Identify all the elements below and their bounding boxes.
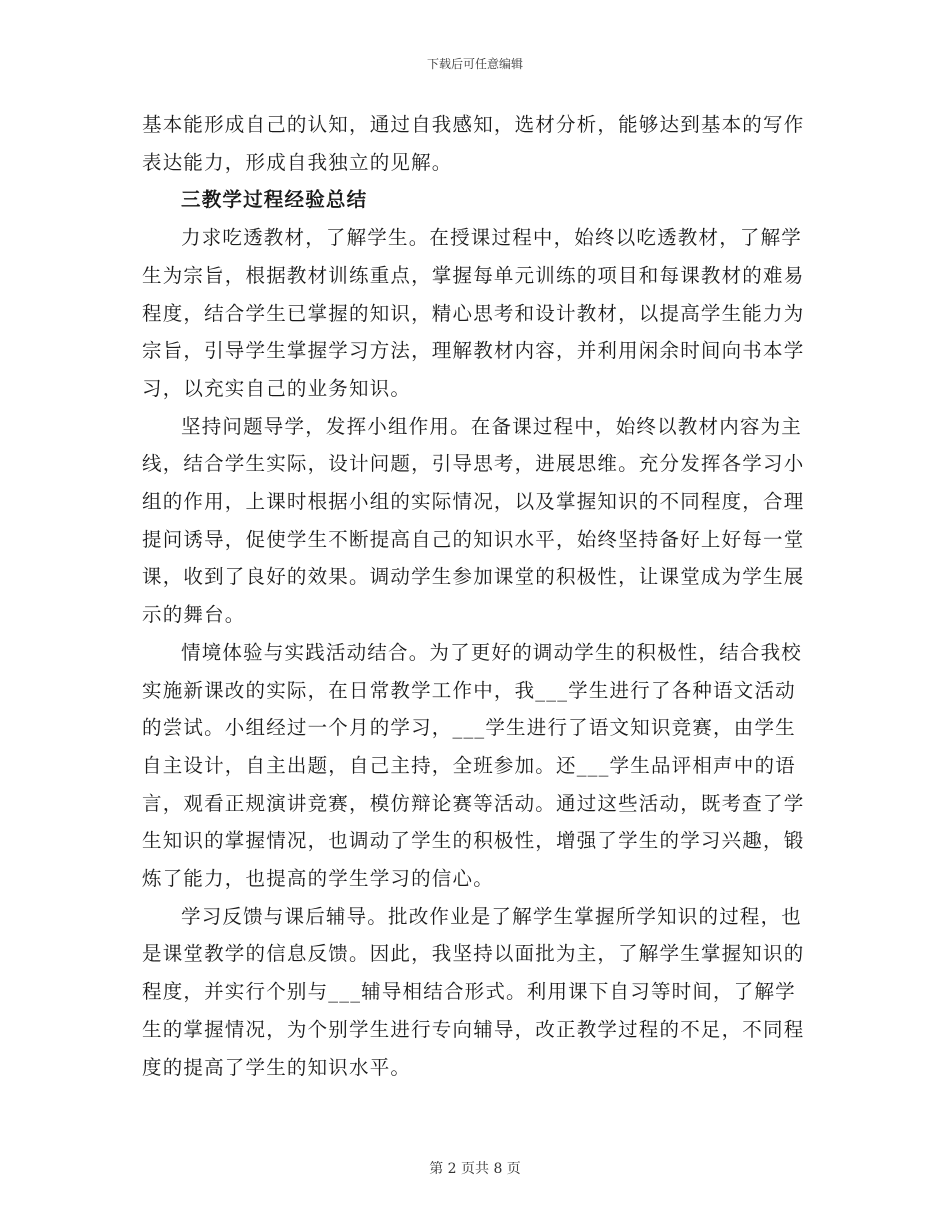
page-number: 第 2 页共 8 页 [429,1161,521,1177]
paragraph: 力求吃透教材，了解学生。在授课过程中，始终以吃透教材，了解学生为宗旨，根据教材训练重点，掌握每单元训练的项目和每课教材的难易程度，结合学生已掌握的知识，精心思考和设计教材，以提高学生能力为宗旨，引导学生掌握学习方法，理解教材内容，并利用闲余时间向书本学习，以充实自己的业务知识。 [142,226,805,400]
paragraph-continuation: 基本能形成自己的认知，通过自我感知，选材分析，能够达到基本的写作表达能力，形成自我独立的见解。 [142,113,805,174]
paragraph: 坚持问题导学，发挥小组作用。在备课过程中，始终以教材内容为主线，结合学生实际，设计问题，引导思考，进展思维。充分发挥各学习小组的作用，上课时根据小组的实际情况，以及掌握知识的不同程度，合理提问诱导，促使学生不断提高自己的知识水平，始终坚持备好上好每一堂课，收到了良好的效果。调动学生参加课堂的积极性，让课堂成为学生展示的舞台。 [142,414,805,627]
section-heading: 三教学过程经验总结 [181,188,368,212]
paragraph: 学习反馈与课后辅导。批改作业是了解学生掌握所学知识的过程，也是课堂教学的信息反馈。因此，我坚持以面批为主，了解学生掌握知识的程度，并实行个别与___辅导相结合形式。利用课下自习等时间，了解学生的掌握情况，为个别学生进行专向辅导，改正教学过程的不足，不同程度的提高了学生的知识水平。 [142,904,805,1079]
page-header: 下载后可任意编辑 [426,57,523,71]
paragraph: 情境体验与实践活动结合。为了更好的调动学生的积极性，结合我校实施新课改的实际，在日常教学工作中，我___学生进行了各种语文活动的尝试。小组经过一个月的学习，___学生进行了语文知识竞赛，由学生自主设计，自主出题，自己主持，全班参加。还___学生品评相声中的语言，观看正规演讲竞赛，模仿辩论赛等活动。通过这些活动，既考查了学生知识的掌握情况，也调动了学生的积极性，增强了学生的学习兴趣，锻炼了能力，也提高的学生学习的信心。 [142,640,805,891]
document-body [142,106,807,1086]
